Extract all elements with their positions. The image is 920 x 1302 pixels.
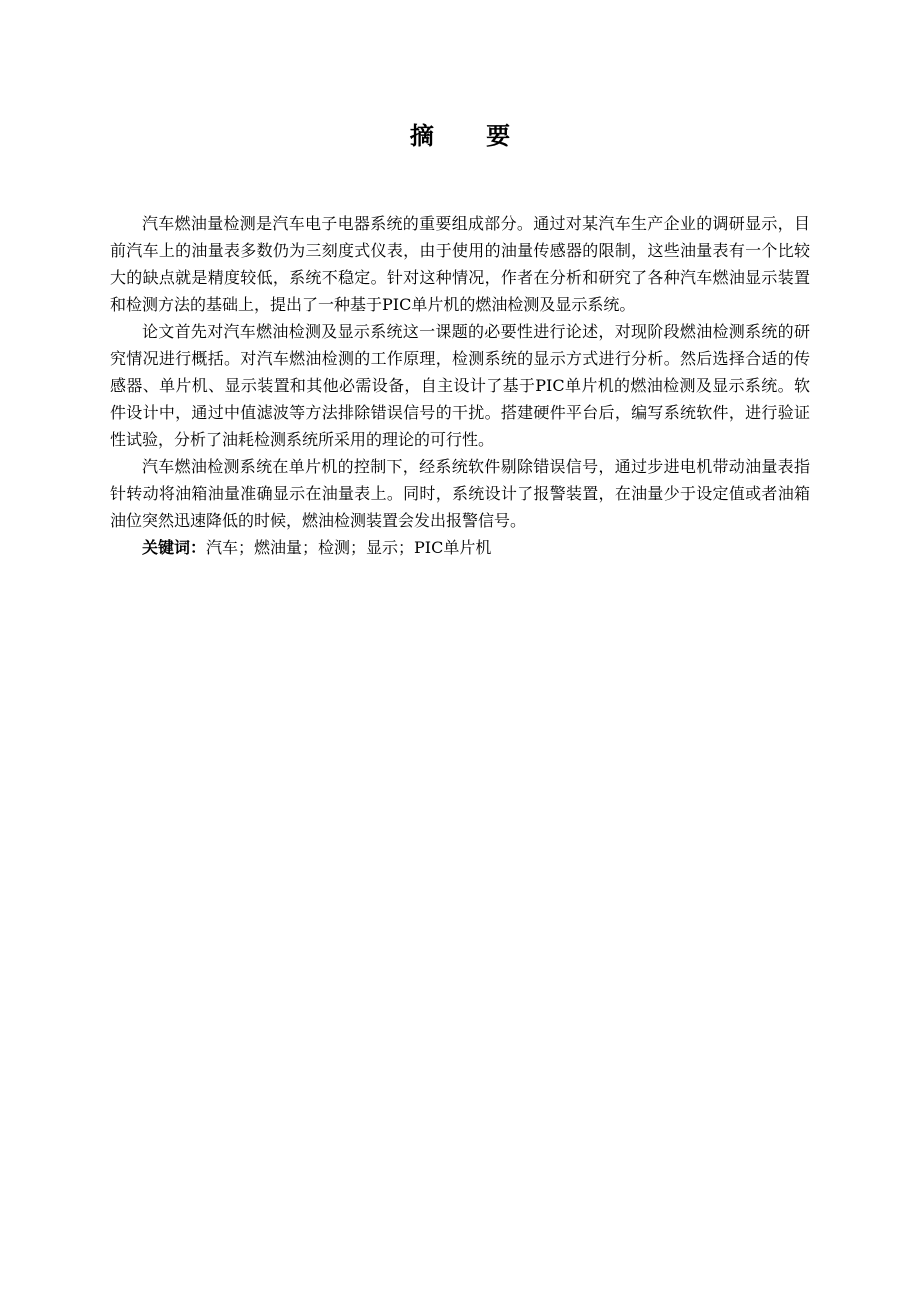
- abstract-body: [110, 210, 810, 561]
- abstract-paragraph-2: 论文首先对汽车燃油检测及显示系统这一课题的必要性进行论述，对现阶段燃油检测系统的研究情况进行概括。对汽车燃油检测的工作原理，检测系统的显示方式进行分析。然后选择合适的传感器、单片机、显示装置和其他必需设备，自主设计了基于PIC单片机的燃油检测及显示系统。软件设计中，通过中值滤波等方法排除错误信号的干扰。搭建硬件平台后，编写系统软件，进行验证性试验，分析了油耗检测系统所采用的理论的可行性。: [110, 322, 810, 449]
- abstract-title: 摘 要: [409, 122, 533, 150]
- keywords-line: [110, 534, 810, 561]
- abstract-paragraph-3: 汽车燃油检测系统在单片机的控制下，经系统软件剔除错误信号，通过步进电机带动油量表指针转动将油箱油量准确显示在油量表上。同时，系统设计了报警装置，在油量少于设定值或者油箱油位突然迅速降低的时候，燃油检测装置会发出报警信号。: [110, 457, 810, 530]
- keywords-label: 关键词：: [142, 538, 207, 557]
- abstract-paragraph-1: 汽车燃油量检测是汽车电子电器系统的重要组成部分。通过对某汽车生产企业的调研显示，目前汽车上的油量表多数仍为三刻度式仪表，由于使用的油量传感器的限制，这些油量表有一个比较大的缺点就是精度较低，系统不稳定。针对这种情况，作者在分析和研究了各种汽车燃油显示装置和检测方法的基础上，提出了一种基于PIC单片机的燃油检测及显示系统。: [110, 214, 810, 314]
- keywords-value: 汽车；燃油量；检测；显示；PIC单片机: [206, 538, 492, 557]
